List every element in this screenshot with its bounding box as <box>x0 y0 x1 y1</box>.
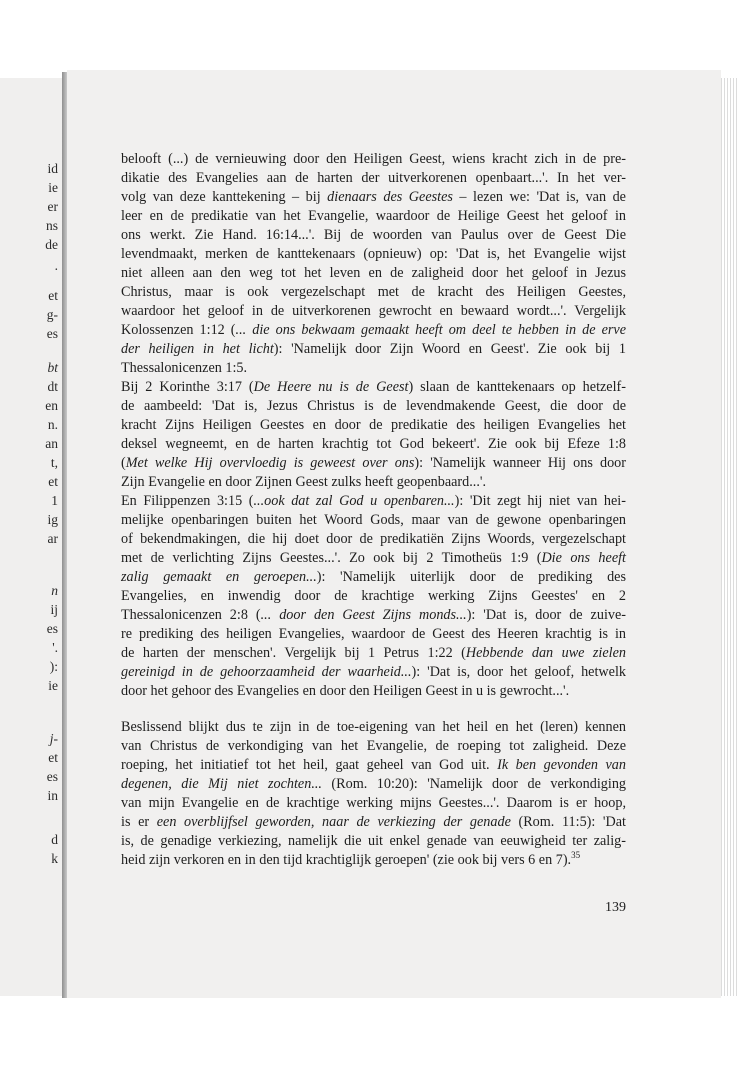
text-line: zalig gemaakt en geroepen...): 'Namelijk uiterlijk door de prediking des <box>121 569 626 585</box>
left-fragment: . <box>54 258 58 273</box>
text-line: re prediking des heiligen Evangelies, waardoor de Geest des Heeren krachtig is in <box>121 626 626 642</box>
page-stack-edge <box>721 78 738 996</box>
left-fragment: et <box>48 474 58 489</box>
left-fragment: er <box>47 199 58 214</box>
text-line: Beslissend blijkt dus te zijn in de toe-eigening van het heil en het (leren) kennen <box>121 719 626 735</box>
left-fragment: t, <box>50 455 58 470</box>
text-line: leer en de predikatie van het Evangelie, waardoor de Heilige Geest het geloof in <box>121 208 626 224</box>
left-fragment: g- <box>46 307 58 322</box>
left-fragment: es <box>46 621 58 636</box>
text-line: dikatie des Evangelies aan de harten der uitverkorenen openbaart...'. In het ver- <box>121 170 626 186</box>
left-fragment: et <box>48 288 58 303</box>
left-fragment: bt <box>47 360 58 375</box>
left-fragment: j- <box>49 731 58 746</box>
text-line: (Met welke Hij overvloedig is geweest over ons): 'Namelijk wanneer Hij ons door <box>121 455 626 471</box>
text-line: van mijn Evangelie en de krachtige werking mijns Geestes...'. Daarom is er hoop, <box>121 795 626 811</box>
footnote-marker: 35 <box>571 850 581 860</box>
text-line: kracht Zijns Heiligen Geestes en door de predikatie des heiligen Evangelies het <box>121 417 626 433</box>
text-line: niet alleen aan den weg tot het leven en de zaligheid door het geloof in Jezus <box>121 265 626 281</box>
text-line: of bekendmakingen, die hij doet door de predikatiën Zijns Woords, vergezelschapt <box>121 531 626 547</box>
text-line: Evangelies, en inwendig door de krachtige werking Zijns Geestes' en 2 <box>121 588 626 604</box>
left-fragment: ie <box>48 180 58 195</box>
left-fragment: de <box>45 237 58 252</box>
left-fragment: an <box>45 436 58 451</box>
left-fragment: et <box>48 750 58 765</box>
text-line: der heiligen in het licht): 'Namelijk door Zijn Woord en Geest'. Zie ook bij 1 <box>121 341 626 357</box>
left-fragment: 1 <box>51 493 58 508</box>
text-line: de aambeeld: 'Dat is, Jezus Christus is de levendmakende Geest, die door de <box>121 398 626 414</box>
text-line: ons werkt. Zie Hand. 16:14...'. Bij de woorden van Paulus over de Geest Die <box>121 227 626 243</box>
text-line: roeping, het initiatief tot het heil, gaat geheel van God uit. Ik ben gevonden van <box>121 757 626 773</box>
left-fragment: ns <box>45 218 58 233</box>
text-line: heid zijn verkoren en in den tijd krachtiglijk geroepen' (zie ook bij vers 6 en 7).$^{35}$ <box>121 850 581 868</box>
text-line: belooft (...) de vernieuwing door den Heiligen Geest, wiens kracht zich in de pre- <box>121 151 626 167</box>
left-fragment: n <box>51 583 58 598</box>
left-fragment: '. <box>52 640 58 655</box>
text-line: Thessalonicenzen 2:8 (... door den Geest Zijns monds...): 'Dat is, door de zuive- <box>121 607 627 623</box>
left-fragment: ij <box>50 602 58 617</box>
left-fragment: k <box>51 851 58 866</box>
text-line: Bij 2 Korinthe 3:17 (De Heere nu is de Geest) slaan de kanttekenaars op hetzelf- <box>121 379 626 395</box>
left-fragment: dt <box>47 379 58 394</box>
text-line: met de verlichting Zijns Geestes...'. Zo ook bij 2 Timotheüs 1:9 (Die ons heeft <box>121 550 626 566</box>
text-line: melijke openbaringen buiten het Woord Gods, maar van de gewone openbaringen <box>121 512 626 528</box>
text-line: gereinigd in de gehoorzaamheid der waarheid...): 'Dat is, door het geloof, hetwelk <box>121 664 626 680</box>
left-fragment: ie <box>48 678 58 693</box>
text-line: is er een overblijfsel geworden, naar de verkiezing der genade (Rom. 11:5): 'Dat <box>121 814 626 830</box>
left-fragment: ): <box>49 659 58 674</box>
left-fragment: en <box>45 398 58 413</box>
left-fragment: n. <box>47 417 58 432</box>
left-fragment: id <box>47 161 58 176</box>
text-line: de harten der menschen'. Vergelijk bij 1 Petrus 1:22 (Hebbende dan uwe zielen <box>121 645 627 661</box>
text-line: deksel wegneemt, en de harten krachtig tot God bekeert'. Zie ook bij Efeze 1:8 <box>121 436 626 452</box>
left-fragment: es <box>46 769 58 784</box>
left-fragment: in <box>47 788 58 803</box>
left-fragment: d <box>51 832 58 847</box>
text-line: Zijn Evangelie en door Zijnen Geest zulks heeft geopenbaard...'. <box>121 474 486 490</box>
text-line: levendmaakt, merken de kanttekenaars (opnieuw) op: 'Dat is, het Evangelie wijst <box>121 246 626 262</box>
text-line: En Filippenzen 3:15 (...ook dat zal God u openbaren...): 'Dit zegt hij niet van hei- <box>121 493 626 509</box>
text-line: Christus, maar is ook vergezelschapt met de kracht des Heiligen Geestes, <box>121 284 626 300</box>
left-fragment: ar <box>47 531 58 546</box>
left-page-edge <box>0 78 62 996</box>
left-fragment: es <box>46 326 58 341</box>
text-line: van Christus de verkondiging van het Evangelie, de roeping tot zaligheid. Deze <box>121 738 626 754</box>
page-number: 139 <box>605 900 626 915</box>
text-line: Thessalonicenzen 1:5. <box>121 360 248 376</box>
text-line: volg van deze kanttekening – bij dienaars des Geestes – lezen we: 'Dat is, van de <box>121 189 626 205</box>
text-line: Kolossenzen 1:12 (... die ons bekwaam gemaakt heeft om deel te hebben in de erve <box>121 322 626 338</box>
text-line: door het gehoor des Evangelies en door den Heiligen Geest in u is gewrocht...'. <box>121 683 570 699</box>
text-line: waardoor het geloof in de uitverkorenen gewrocht en bewaard wordt...'. Vergelijk <box>121 303 626 319</box>
text-line: degenen, die Mij niet zochten... (Rom. 10:20): 'Namelijk door de verkondiging <box>121 776 627 792</box>
text-line: is, de genadige verkiezing, namelijk die uit enkel genade van eeuwigheid ter zalig- <box>121 833 626 849</box>
left-fragment: ig <box>47 512 58 527</box>
